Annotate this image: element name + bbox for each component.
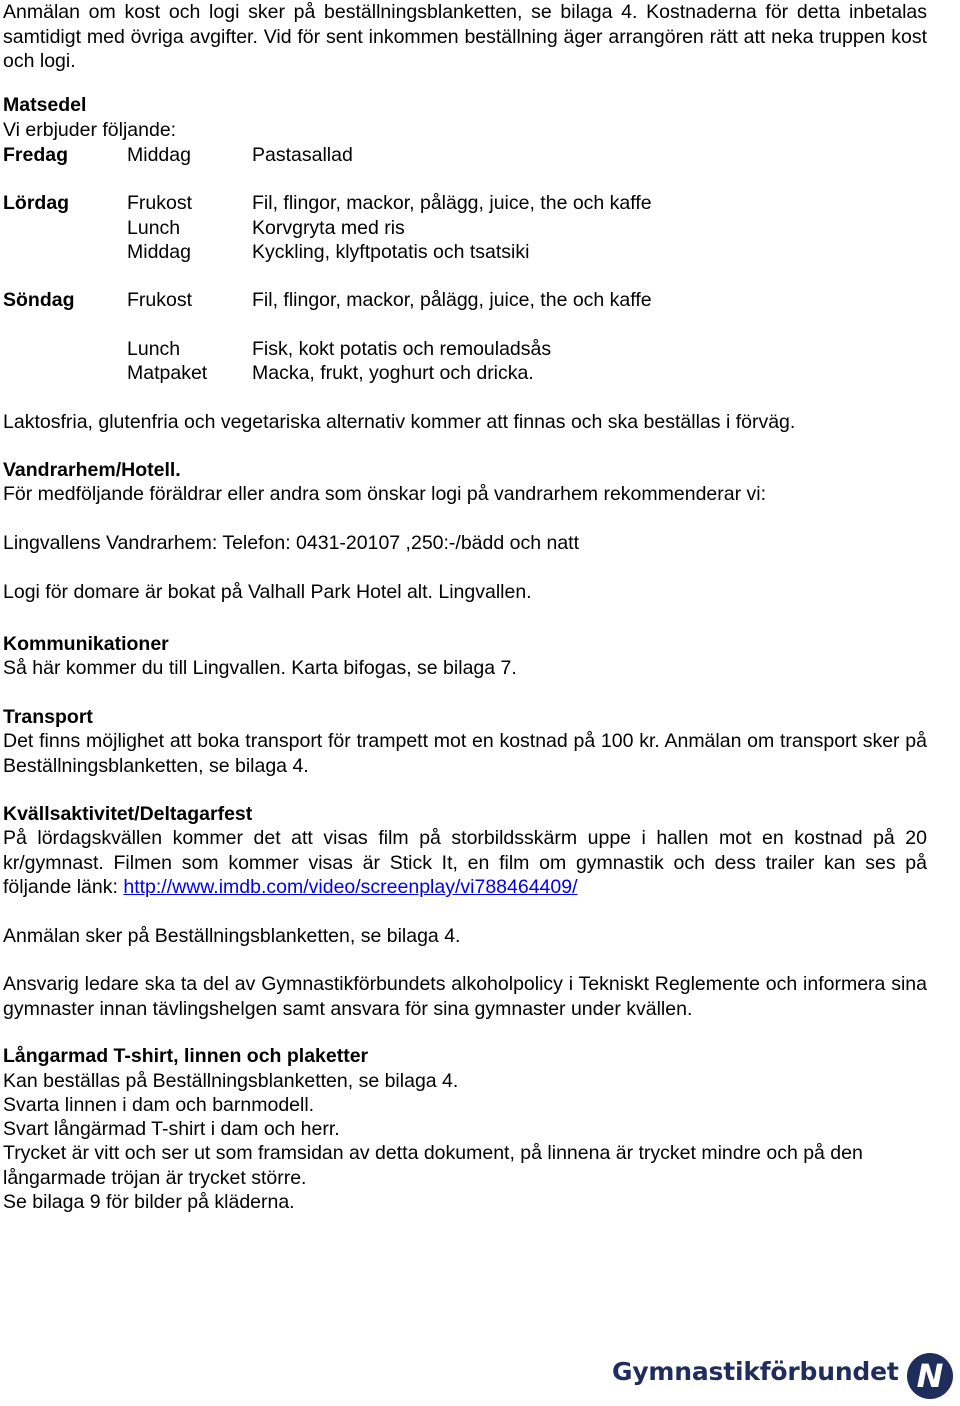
lodging-text: För medföljande föräldrar eller andra som önskar logi på vandrarhem rekommenderar vi: — [3, 483, 767, 505]
intro-paragraph: Anmälan om kost och logi sker på beställningsblanketten, se bilaga 4. Kostnaderna för detta inbetalas samtidigt med övriga avgifter. Vid för sent inkommen beställning äger arrangören rätt att neka truppen kost och logi. — [3, 1, 927, 72]
merch-line: Se bilaga 9 för bilder på kläderna. — [3, 1191, 295, 1213]
evening-text — [3, 826, 927, 900]
evening-description: På lördagskvällen kommer det att visas film på storbildsskärm uppe i hallen mot en kostnad på 20 kr/gymnast. Filmen som kommer visas är Stick It, en film om gymnastik och dess trailer kan ses på följande länk: — [3, 827, 927, 898]
menu-day: Söndag — [3, 289, 75, 311]
gymnastikforbundet-logo — [612, 1352, 954, 1402]
svg-text:N: N — [916, 1357, 944, 1395]
menu-day: Lördag — [3, 192, 70, 214]
transport-heading: Transport — [3, 706, 93, 728]
n-emblem-icon — [906, 1352, 954, 1400]
logo-text: Gymnastikförbundet — [612, 1357, 899, 1386]
merch-line: Kan beställas på Beställningsblanketten, se bilaga 4. — [3, 1070, 459, 1092]
menu-dish: Pastasallad — [252, 144, 353, 166]
communications-heading: Kommunikationer — [3, 633, 169, 655]
menu-dish: Korvgryta med ris — [252, 217, 405, 239]
transport-text: Det finns möjlighet att boka transport för trampett mot en kostnad på 100 kr. Anmälan om transport sker på Beställningsblanketten, se bilaga 4. — [3, 730, 927, 777]
menu-dish: Fil, flingor, mackor, pålägg, juice, the och kaffe — [252, 289, 652, 311]
menu-meal: Lunch — [127, 217, 181, 239]
communications-text: Så här kommer du till Lingvallen. Karta bifogas, se bilaga 7. — [3, 657, 517, 679]
menu-meal: Matpaket — [127, 362, 208, 384]
menu-note: Laktosfria, glutenfria och vegetariska alternativ kommer att finnas och ska beställas i förväg. — [3, 411, 796, 433]
menu-subheading: Vi erbjuder följande: — [3, 119, 177, 141]
menu-dish: Macka, frukt, yoghurt och dricka. — [252, 362, 534, 384]
menu-heading: Matsedel — [3, 94, 87, 116]
menu-meal: Middag — [127, 144, 191, 166]
hostel-info: Lingvallens Vandrarhem: Telefon: 0431-20107 ,250:-/bädd och natt — [3, 532, 580, 554]
menu-dish: Fil, flingor, mackor, pålägg, juice, the och kaffe — [252, 192, 652, 214]
evening-signup: Anmälan sker på Beställningsblanketten, se bilaga 4. — [3, 925, 461, 947]
menu-meal: Frukost — [127, 289, 193, 311]
merch-line: Svarta linnen i dam och barnmodell. — [3, 1094, 315, 1116]
menu-day: Fredag — [3, 144, 69, 166]
menu-meal: Frukost — [127, 192, 193, 214]
merch-line: Svart långärmad T-shirt i dam och herr. — [3, 1118, 340, 1140]
merch-heading: Långarmad T-shirt, linnen och plaketter — [3, 1045, 369, 1067]
evening-heading: Kvällsaktivitet/Deltagarfest — [3, 803, 253, 825]
lodging-heading: Vandrarhem/Hotell. — [3, 459, 181, 481]
menu-dish: Fisk, kokt potatis och remouladsås — [252, 338, 552, 360]
menu-dish: Kyckling, klyftpotatis och tsatsiki — [252, 241, 530, 263]
menu-meal: Middag — [127, 241, 191, 263]
judges-lodging: Logi för domare är bokat på Valhall Park Hotel alt. Lingvallen. — [3, 581, 532, 603]
merch-line: Trycket är vitt och ser ut som framsidan av detta dokument, på linnena är trycket mindre och på den långarmade tröjan är trycket större. — [3, 1142, 863, 1189]
menu-meal: Lunch — [127, 338, 181, 360]
alcohol-policy: Ansvarig ledare ska ta del av Gymnastikförbundets alkoholpolicy i Tekniskt Reglemente och informera sina gymnaster innan tävlingshelgen samt ansvara för sina gymnaster under kvällen. — [3, 973, 927, 1020]
trailer-link[interactable]: http://www.imdb.com/video/screenplay/vi788464409/ — [123, 876, 578, 898]
